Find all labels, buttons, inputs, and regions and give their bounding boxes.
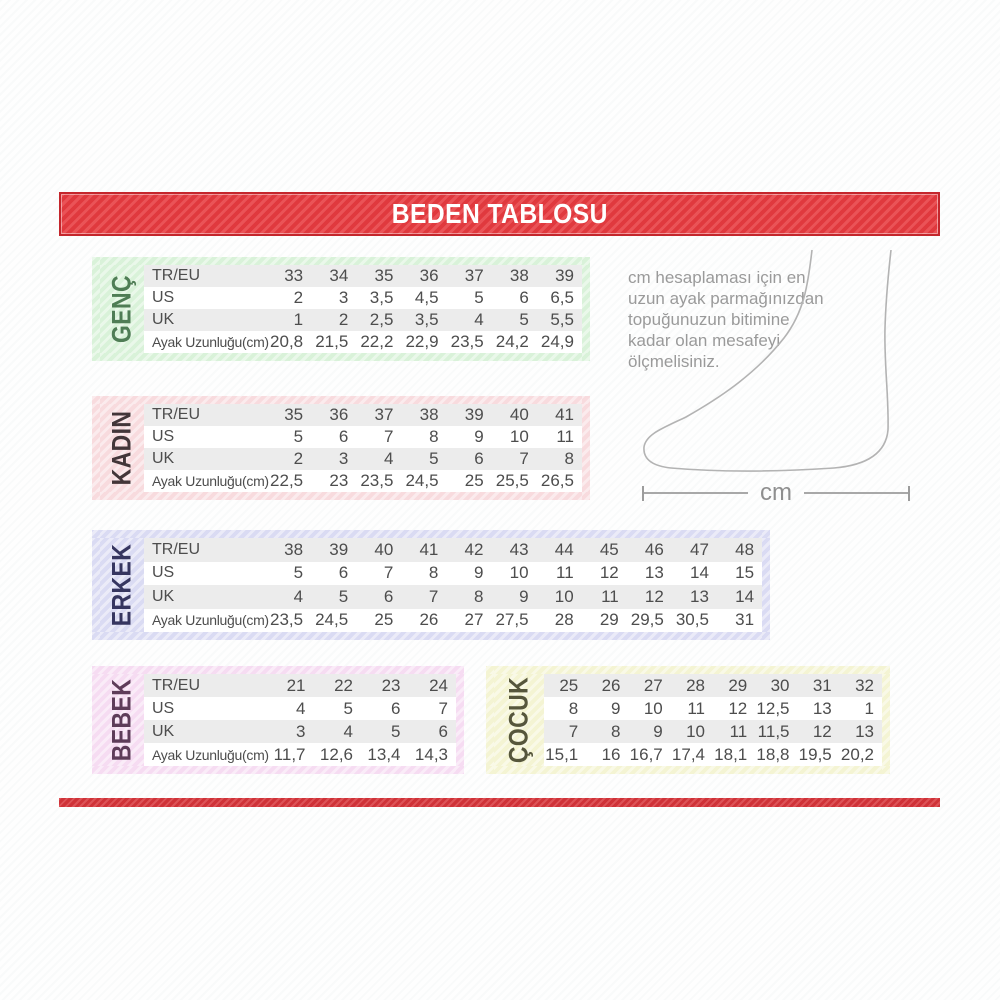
size-cell: 15 — [735, 563, 755, 583]
size-cell: 24 — [429, 675, 448, 695]
size-cell: 18,1 — [714, 744, 748, 764]
size-cell: 5 — [293, 563, 304, 583]
size-cell: 46 — [644, 539, 664, 559]
size-cell: 7 — [438, 698, 448, 718]
size-row — [144, 743, 456, 766]
size-cell: 44 — [554, 539, 574, 559]
kadin-table-rows — [144, 404, 582, 492]
size-cell: 25 — [464, 471, 484, 490]
size-cell: 23 — [381, 675, 401, 695]
size-cell: 2 — [293, 288, 304, 307]
size-cell: 6,5 — [550, 288, 574, 307]
size-cell: 14 — [690, 563, 709, 583]
size-cell: 10 — [509, 563, 529, 583]
size-row — [144, 470, 582, 492]
page-title: BEDEN TABLOSU — [391, 198, 608, 229]
size-cell: 6 — [338, 427, 349, 446]
size-cell: 6 — [338, 563, 349, 583]
size-cell: 6 — [383, 586, 394, 606]
size-cell: 26 — [601, 675, 621, 695]
size-cell: 10 — [554, 586, 574, 606]
size-cell: 5 — [429, 449, 439, 468]
size-cell: 2 — [338, 310, 349, 329]
size-row — [544, 743, 882, 766]
size-row — [144, 609, 762, 633]
size-cell: 4 — [474, 310, 484, 329]
size-cell: 3,5 — [369, 288, 394, 307]
size-cell: 9 — [653, 721, 663, 741]
size-cell: 15,1 — [545, 744, 579, 764]
size-row — [144, 538, 762, 562]
size-cell: 3,5 — [414, 310, 439, 329]
size-cell: 38 — [509, 266, 529, 285]
size-row — [544, 674, 882, 697]
row-header: UK — [152, 450, 175, 467]
size-cell: 43 — [509, 539, 529, 559]
size-cell: 18,8 — [756, 744, 790, 764]
size-cell: 2,5 — [369, 310, 394, 329]
row-header: US — [152, 289, 175, 306]
size-cell: 13 — [644, 563, 664, 583]
erkek-label-cell — [100, 538, 144, 632]
erkek-table-rows — [144, 538, 762, 632]
row-header: UK — [152, 722, 175, 740]
size-cell: 11 — [556, 563, 574, 583]
size-cell: 48 — [735, 539, 755, 559]
size-cell: 3 — [296, 721, 306, 741]
size-table-cocuk — [486, 666, 890, 774]
size-cell: 13,4 — [367, 744, 401, 764]
size-cell: 5 — [343, 698, 353, 718]
size-cell: 7 — [519, 449, 529, 468]
size-cell: 22 — [334, 675, 353, 695]
size-cell: 21,5 — [315, 332, 349, 351]
genc-table-rows — [144, 265, 582, 353]
cm-label: cm — [760, 479, 792, 506]
row-header: TR/EU — [152, 267, 200, 284]
cocuk-label-cell — [494, 674, 544, 766]
row-header: TR/EU — [152, 406, 200, 423]
size-cell: 38 — [284, 539, 304, 559]
size-cell: 41 — [419, 539, 439, 559]
size-cell: 12,5 — [756, 698, 790, 718]
row-header: Ayak Uzunluğu(cm) — [152, 612, 269, 629]
size-cell: 26 — [419, 610, 439, 630]
size-cell: 34 — [329, 266, 349, 285]
size-row — [144, 265, 582, 287]
size-cell: 25,5 — [495, 471, 529, 490]
size-cell: 12 — [644, 586, 664, 606]
kadin-label-cell — [100, 404, 144, 492]
size-cell: 12 — [728, 698, 748, 718]
size-cell: 28 — [554, 610, 574, 630]
size-cell: 23 — [329, 471, 349, 490]
size-cell: 30 — [770, 675, 790, 695]
size-cell: 29 — [599, 610, 619, 630]
size-cell: 8 — [474, 586, 484, 606]
size-row — [544, 697, 882, 720]
size-cell: 20,8 — [270, 332, 304, 351]
measure-tick-right — [908, 486, 910, 501]
size-cell: 41 — [555, 405, 574, 424]
size-cell: 32 — [855, 675, 874, 695]
size-cell: 9 — [474, 563, 484, 583]
size-cell: 40 — [509, 405, 529, 424]
size-cell: 47 — [690, 539, 709, 559]
size-cell: 2 — [293, 449, 304, 468]
size-cell: 39 — [464, 405, 484, 424]
size-cell: 12 — [812, 721, 832, 741]
size-cell: 8 — [564, 449, 574, 468]
size-cell: 27,5 — [495, 610, 529, 630]
size-cell: 10 — [686, 721, 705, 741]
size-cell: 4 — [296, 698, 306, 718]
size-cell: 36 — [419, 266, 439, 285]
size-cell: 11,7 — [273, 744, 306, 764]
header-bar — [59, 192, 940, 236]
size-cell: 3 — [338, 288, 349, 307]
size-cell: 24,5 — [315, 610, 349, 630]
size-cell: 5 — [293, 427, 304, 446]
size-row — [144, 674, 456, 697]
size-cell: 25 — [374, 610, 394, 630]
genc-label-cell — [100, 265, 144, 353]
size-cell: 23,5 — [270, 610, 304, 630]
size-cell: 11 — [556, 427, 574, 446]
row-header: Ayak Uzunluğu(cm) — [152, 334, 269, 350]
size-cell: 42 — [464, 539, 484, 559]
row-header: Ayak Uzunluğu(cm) — [152, 473, 269, 489]
size-cell: 26,5 — [540, 471, 574, 490]
size-cell: 39 — [329, 539, 349, 559]
size-cell: 1 — [864, 698, 874, 718]
bebek-table-label: BEBEK — [106, 678, 137, 762]
erkek-table-label: ERKEK — [106, 543, 137, 627]
row-header: UK — [152, 311, 175, 328]
size-cell: 40 — [374, 539, 394, 559]
size-cell: 4,5 — [414, 288, 439, 307]
size-cell: 5 — [474, 288, 484, 307]
size-cell: 38 — [419, 405, 439, 424]
size-cell: 23,5 — [360, 471, 394, 490]
size-cell: 5 — [519, 310, 529, 329]
row-header: TR/EU — [152, 540, 200, 558]
size-cell: 10 — [509, 427, 529, 446]
size-cell: 4 — [343, 721, 353, 741]
size-row — [144, 309, 582, 331]
row-header: US — [152, 564, 175, 582]
size-cell: 27 — [464, 610, 484, 630]
size-cell: 1 — [293, 310, 304, 329]
row-header: US — [152, 699, 175, 717]
size-cell: 35 — [374, 266, 394, 285]
foot-outline-icon — [638, 250, 913, 478]
size-cell: 33 — [284, 266, 304, 285]
size-cell: 6 — [519, 288, 529, 307]
size-cell: 36 — [329, 405, 349, 424]
measure-instructions: cm hesaplaması için en uzun ayak parmağınızdan topuğunuzun bitimine kadar olan mesafeyi ölçmelisiniz. — [628, 268, 824, 371]
size-table-erkek — [92, 530, 770, 640]
size-cell: 24,2 — [495, 332, 529, 351]
size-cell: 6 — [391, 698, 401, 718]
size-row — [144, 562, 762, 586]
size-cell: 31 — [812, 675, 832, 695]
row-header: US — [152, 428, 175, 445]
size-cell: 35 — [284, 405, 304, 424]
size-cell: 9 — [474, 427, 484, 446]
size-row — [144, 697, 456, 720]
size-cell: 22,5 — [270, 471, 304, 490]
row-header: Ayak Uzunluğu(cm) — [152, 746, 269, 763]
size-cell: 8 — [568, 698, 579, 718]
row-header: TR/EU — [152, 676, 200, 694]
measure-segment-left — [644, 492, 748, 494]
size-cell: 11,5 — [757, 721, 790, 741]
size-cell: 29,5 — [630, 610, 664, 630]
size-cell: 9 — [611, 698, 621, 718]
size-cell: 11 — [601, 586, 619, 606]
size-cell: 22,9 — [405, 332, 439, 351]
size-row — [144, 585, 762, 609]
size-cell: 7 — [383, 563, 394, 583]
size-cell: 6 — [438, 721, 448, 741]
size-row — [144, 287, 582, 309]
bebek-table-rows — [144, 674, 456, 766]
genc-table-label: GENÇ — [106, 274, 137, 344]
size-cell: 13 — [812, 698, 832, 718]
size-cell: 16,7 — [629, 744, 663, 764]
size-row — [544, 720, 882, 743]
size-cell: 4 — [293, 586, 304, 606]
measure-segment-right — [804, 492, 908, 494]
size-cell: 24,9 — [540, 332, 574, 351]
size-table-kadin — [92, 396, 590, 500]
size-cell: 23,5 — [450, 332, 484, 351]
cocuk-table-rows — [544, 674, 882, 766]
size-table-genc — [92, 257, 590, 361]
size-table-bebek — [92, 666, 464, 774]
size-cell: 22,2 — [360, 332, 394, 351]
bottom-bar — [59, 798, 940, 807]
measure-line — [642, 479, 910, 506]
size-cell: 12 — [599, 563, 619, 583]
row-header: UK — [152, 587, 175, 605]
size-cell: 24,5 — [405, 471, 439, 490]
size-cell: 5 — [338, 586, 349, 606]
size-row — [144, 448, 582, 470]
size-row — [144, 720, 456, 743]
kadin-table-label: KADIN — [106, 410, 137, 486]
size-cell: 13 — [855, 721, 874, 741]
bebek-label-cell — [100, 674, 144, 766]
size-row — [144, 404, 582, 426]
size-row — [144, 331, 582, 353]
size-cell: 8 — [611, 721, 621, 741]
size-cell: 37 — [374, 405, 394, 424]
size-cell: 10 — [643, 698, 663, 718]
size-cell: 3 — [338, 449, 349, 468]
size-cell: 9 — [519, 586, 529, 606]
size-cell: 39 — [555, 266, 574, 285]
size-cell: 31 — [735, 610, 755, 630]
size-cell: 28 — [686, 675, 705, 695]
size-cell: 6 — [474, 449, 484, 468]
size-cell: 11 — [729, 721, 748, 741]
cocuk-table-label: ÇOCUK — [503, 676, 534, 764]
size-cell: 27 — [643, 675, 663, 695]
size-cell: 7 — [428, 586, 439, 606]
size-cell: 7 — [568, 721, 579, 741]
size-cell: 21 — [286, 675, 306, 695]
size-row — [144, 426, 582, 448]
size-cell: 4 — [383, 449, 394, 468]
size-cell: 11 — [687, 698, 705, 718]
size-cell: 7 — [383, 427, 394, 446]
size-cell: 25 — [559, 675, 579, 695]
size-cell: 17,4 — [671, 744, 705, 764]
size-cell: 13 — [690, 586, 709, 606]
size-cell: 12,6 — [319, 744, 353, 764]
size-cell: 8 — [428, 563, 439, 583]
size-cell: 37 — [464, 266, 484, 285]
size-cell: 19,5 — [798, 744, 832, 764]
size-cell: 45 — [599, 539, 619, 559]
size-cell: 14 — [735, 586, 755, 606]
size-cell: 29 — [728, 675, 748, 695]
size-cell: 8 — [429, 427, 439, 446]
size-cell: 30,5 — [675, 610, 709, 630]
size-cell: 5,5 — [550, 310, 574, 329]
size-cell: 20,2 — [840, 744, 874, 764]
size-cell: 16 — [601, 744, 621, 764]
size-cell: 5 — [391, 721, 401, 741]
size-cell: 14,3 — [414, 744, 448, 764]
